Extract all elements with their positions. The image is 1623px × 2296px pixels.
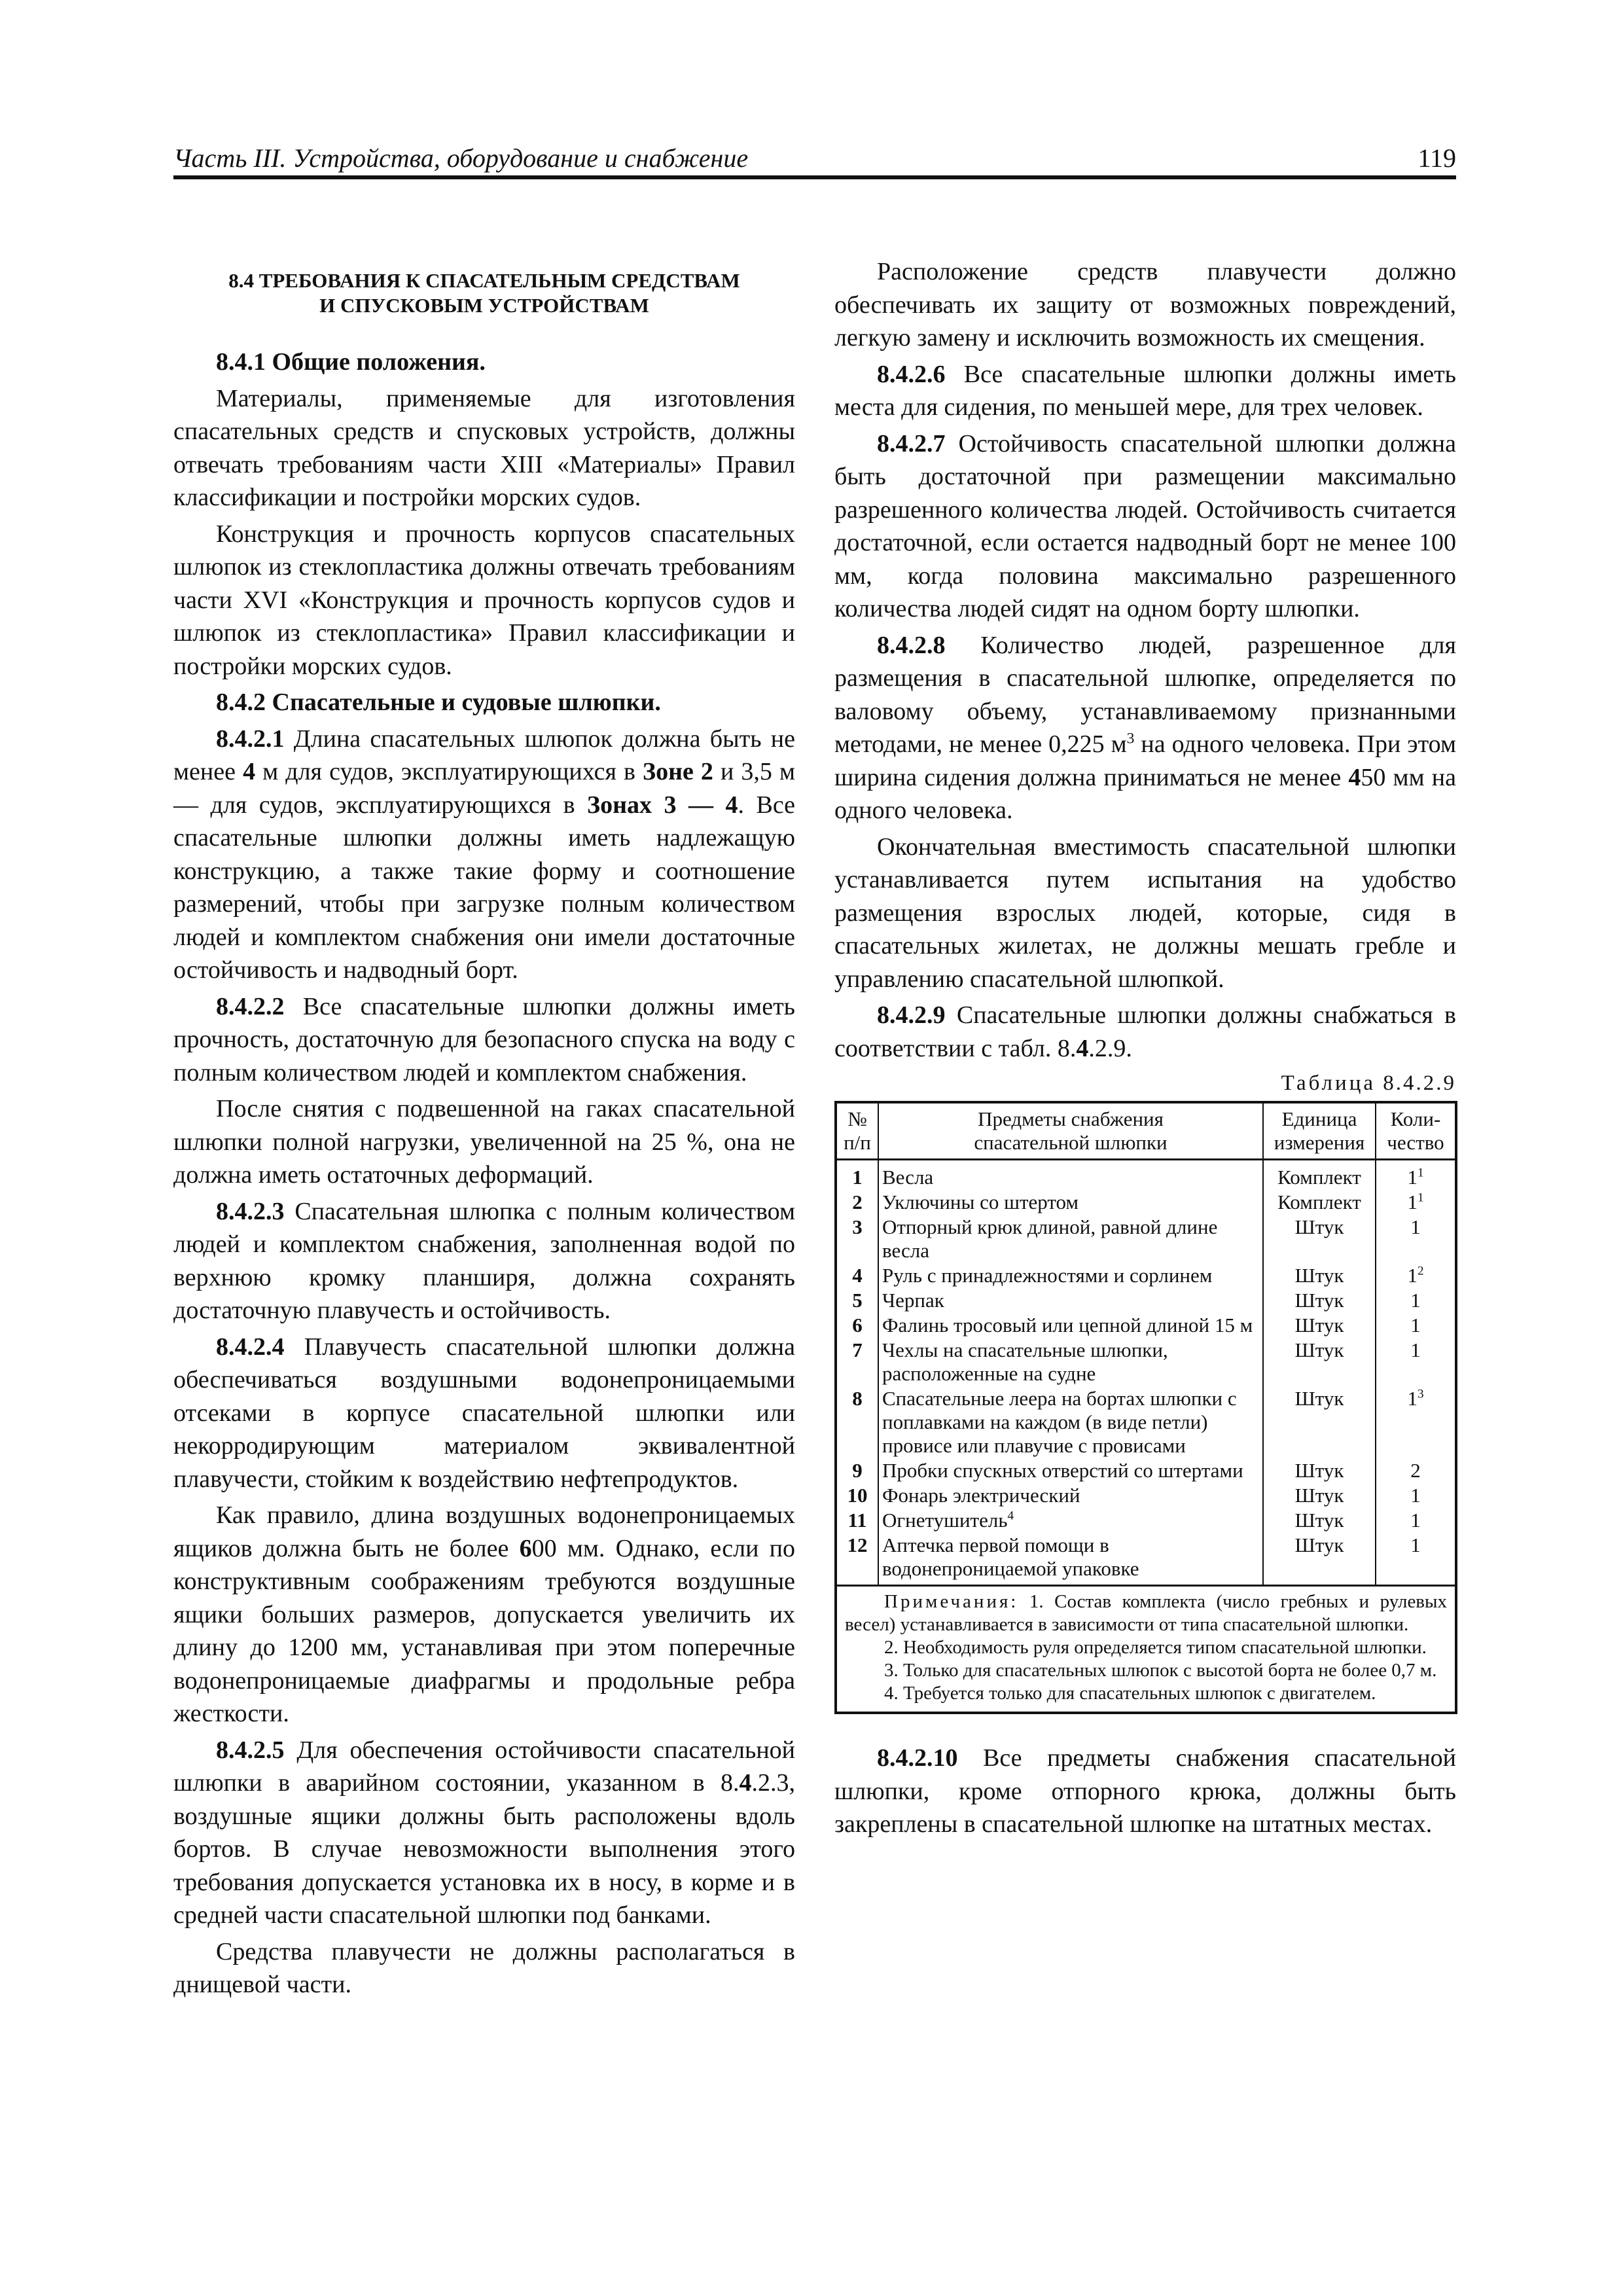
clause-text: м для судов, эксплуатирующихся в [255, 758, 643, 785]
table-row [836, 1338, 1456, 1386]
row-item: Пробки спускных отверстий со штертами [878, 1458, 1263, 1483]
header-rule [173, 175, 1456, 179]
para-8-4-2-6 [834, 358, 1456, 424]
equipment-table [834, 1101, 1457, 1714]
row-item [878, 1508, 1263, 1533]
row-number: 10 [836, 1483, 878, 1508]
qty-value: 1 [1410, 1534, 1421, 1556]
note-4: 4. Требуется только для спасательных шлюпок с двигателем. [884, 1683, 1376, 1704]
clause-number: 8.4.2.2 [216, 992, 285, 1020]
para-8-4-2-9 [834, 999, 1456, 1065]
row-number: 5 [836, 1288, 878, 1313]
row-qty [1376, 1190, 1456, 1215]
header-text: Коли- [1390, 1107, 1441, 1130]
clause-bold: Зоне 2 [643, 758, 713, 785]
clause-text: .2.9. [1088, 1034, 1132, 1062]
row-qty [1376, 1215, 1456, 1263]
row-qty [1376, 1508, 1456, 1533]
row-qty [1376, 1263, 1456, 1288]
qty-value: 1 [1410, 1484, 1421, 1507]
row-item: Аптечка первой помощи в водонепроницаемой упаковке [878, 1533, 1263, 1586]
footnote-mark: 1 [1417, 1191, 1424, 1205]
heading-8-4-1 [173, 346, 795, 379]
clause-number: 8.4.2.6 [877, 360, 946, 388]
page-number: 119 [1418, 143, 1456, 173]
para-8-4-2-3 [173, 1195, 795, 1327]
clause-text: на одного человека. При этом ширина сидения должна приниматься не менее [834, 730, 1456, 791]
row-number: 2 [836, 1190, 878, 1215]
clause-text: и 3,5 м — для судов, эксплуатирующихся в [173, 758, 796, 819]
para-buoyancy-placement: Расположение средств плавучести должно обеспечивать их защиту от возможных повреждений, легкую замену и исключить возможность их смещения. [834, 258, 1456, 351]
row-number: 7 [836, 1338, 878, 1386]
row-unit: Штук [1263, 1338, 1376, 1386]
clause-bold: 4 [1076, 1034, 1089, 1062]
table-row [836, 1313, 1456, 1338]
section-title-line2: И СПУСКОВЫМ УСТРОЙСТВАМ [319, 294, 649, 317]
table-row [836, 1190, 1456, 1215]
para-materials: Материалы, применяемые для изготовления спасательных средств и спусковых устройств, должны отвечать требованиям части XIII «Материалы» Правил классификации и постройки морских судов. [173, 384, 795, 511]
clause-bold: Зонах 3 — 4 [587, 791, 738, 819]
row-item: Весла [878, 1160, 1263, 1191]
note-text: 1. Состав комплекта (число гребных и рулевых весел) устанавливается в зависимости от типа спасательной шлюпки. [845, 1591, 1447, 1635]
row-number: 8 [836, 1386, 878, 1458]
table-row [836, 1215, 1456, 1263]
row-unit: Комплект [1263, 1160, 1376, 1191]
clause-text: Все спасательные шлюпки должны иметь места для сидения, по меньшей мере, для трех человек. [834, 360, 1456, 421]
table-header-row [836, 1102, 1456, 1160]
table-caption-number: 8.4.2.9 [1383, 1071, 1456, 1095]
table-row [836, 1386, 1456, 1458]
qty-value: 1 [1410, 1314, 1421, 1336]
heading-8-4-1-text: 8.4.1 Общие положения. [216, 348, 486, 376]
header-item [878, 1102, 1263, 1160]
table-row [836, 1508, 1456, 1533]
row-number: 12 [836, 1533, 878, 1586]
table-caption-word: Таблица [1281, 1071, 1376, 1095]
qty-value: 1 [1410, 1509, 1421, 1532]
row-item: Чехлы на спасательные шлюпки, расположенные на судне [878, 1338, 1263, 1386]
row-number: 3 [836, 1215, 878, 1263]
header-title: Часть III. Устройства, оборудование и снабжение [173, 143, 749, 173]
clause-number: 8.4.2.1 [216, 725, 285, 753]
row-qty [1376, 1160, 1456, 1191]
clause-text: Для обеспечения остойчивости спасательной шлюпки в аварийном состоянии, указанном в 8. [173, 1736, 795, 1797]
clause-bold: 4 [739, 1769, 752, 1797]
notes-label: Примечания: [884, 1591, 1019, 1612]
clause-number: 8.4.2.5 [216, 1736, 285, 1764]
footnote-mark: 3 [1417, 1387, 1424, 1401]
clause-text: Все предметы снабжения спасательной шлюпки, кроме отпорного крюка, должны быть закреплены в спасательной шлюпке на штатных местах. [834, 1744, 1456, 1838]
qty-value: 2 [1410, 1459, 1421, 1482]
para-8-4-2-7 [834, 427, 1456, 626]
row-item: Отпорный крюк длиной, равной длине весла [878, 1215, 1263, 1263]
row-number: 4 [836, 1263, 878, 1288]
qty-value: 1 [1410, 1215, 1421, 1238]
para-construction: Конструкция и прочность корпусов спасательных шлюпок из стеклопластика должны отвечать требованиям части XVI «Конструкция и прочность корпусов судов и шлюпок из стеклопластика» Правил классификации и постройки морских судов. [173, 520, 795, 680]
header-text: п/п [844, 1131, 871, 1154]
row-item: Фалинь тросовый или цепной длиной 15 м [878, 1313, 1263, 1338]
header-text: Единица [1281, 1107, 1357, 1130]
para-8-4-2-8 [834, 629, 1456, 827]
row-qty [1376, 1386, 1456, 1458]
right-column [834, 255, 1456, 1844]
table-caption [834, 1068, 1456, 1098]
running-header [173, 143, 1456, 182]
para-8-4-2-4 [173, 1331, 795, 1496]
header-qty [1376, 1102, 1456, 1160]
row-unit: Штук [1263, 1533, 1376, 1586]
table-row [836, 1483, 1456, 1508]
para-8-4-2-2 [173, 990, 795, 1090]
clause-text: Как правило, длина воздушных водонепроницаемых ящиков должна быть не более [173, 1501, 795, 1562]
para-8-4-2-10 [834, 1742, 1456, 1841]
footnote-mark: 2 [1417, 1264, 1424, 1278]
table-row [836, 1263, 1456, 1288]
clause-text: Количество людей, разрешенное для размещения в спасательной шлюпке, определяется по валовому объему, устанавливаемому признанными методами, не менее 0,225 м [834, 631, 1456, 758]
clause-number: 8.4.2.7 [877, 429, 946, 457]
row-item: Черпак [878, 1288, 1263, 1313]
left-column [173, 255, 795, 2005]
row-unit: Штук [1263, 1508, 1376, 1533]
clause-bold: 4 [243, 758, 256, 785]
header-num [836, 1102, 878, 1160]
superscript: 3 [1126, 730, 1135, 747]
clause-text: Остойчивость спасательной шлюпки должна быть достаточной при размещении максимально разрешенного количества людей. Остойчивость считается достаточной, если остается надводный борт не менее 100 мм, когда половина максимально разрешенного количества людей сидят на одном борту шлюпки. [834, 429, 1456, 622]
header-unit [1263, 1102, 1376, 1160]
clause-text: .2.3, воздушные ящики должны быть расположены вдоль бортов. В случае невозможности выполнения этого требования допускается установка их в носу, в корме и в средней части спасательной шлюпки под банками. [173, 1769, 795, 1929]
footnote-mark: 4 [1007, 1509, 1014, 1523]
row-qty [1376, 1533, 1456, 1586]
row-item: Спасательные леера на бортах шлюпки с поплавками на каждом (в виде петли) провисе или плавучие с провисами [878, 1386, 1263, 1458]
clause-text: Длина спасательных шлюпок должна быть не менее [173, 725, 795, 785]
section-title [173, 268, 795, 318]
row-item-text: Огнетушитель [882, 1509, 1008, 1532]
clause-number: 8.4.2.10 [877, 1744, 958, 1772]
clause-text: Спасательная шлюпка с полным количеством людей и комплектом снабжения, заполненная водой по верхнюю кромку планширя, должна сохранять достаточную плавучесть и остойчивость. [173, 1197, 795, 1324]
para-bottom-part: Средства плавучести не должны располагаться в днищевой части. [173, 1937, 795, 1998]
row-unit: Штук [1263, 1483, 1376, 1508]
clause-text: 50 мм на одного человека. [834, 763, 1457, 824]
qty-value: 1 [1407, 1191, 1418, 1213]
clause-number: 8.4.2.4 [216, 1333, 285, 1361]
qty-value: 1 [1407, 1387, 1418, 1410]
row-qty [1376, 1338, 1456, 1386]
clause-text: . Все спасательные шлюпки должны иметь надлежащую конструкцию, а также такие форму и соотношение размерений, чтобы при загрузке полным количеством людей и комплектом снабжения они имели достаточные остойчивость и надводный борт. [173, 791, 796, 984]
header-text: измерения [1274, 1131, 1365, 1154]
clause-number: 8.4.2.9 [877, 1001, 946, 1029]
header-text: № [847, 1107, 867, 1130]
clause-text: 00 мм. Однако, если по конструктивным соображениям требуются воздушные ящики больших размеров, допускается увеличить их длину до 1200 мм, устанавливая при этом поперечные водонепроницаемые диафрагмы и продольные ребра жесткости. [173, 1534, 795, 1727]
table-notes-row [836, 1586, 1456, 1713]
qty-value: 1 [1410, 1289, 1421, 1312]
header-text: Предметы снабжения [978, 1107, 1164, 1130]
note-3: 3. Только для спасательных шлюпок с высотой борта не более 0,7 м. [884, 1660, 1437, 1681]
clause-number: 8.4.2.8 [877, 631, 946, 659]
row-qty [1376, 1458, 1456, 1483]
table-row [836, 1160, 1456, 1191]
row-number: 6 [836, 1313, 878, 1338]
clause-text: Спасательные шлюпки должны снабжаться в соответствии с табл. 8. [834, 1001, 1456, 1062]
row-item: Руль с принадлежностями и сорлинем [878, 1263, 1263, 1288]
row-number: 1 [836, 1160, 878, 1191]
row-unit: Штук [1263, 1215, 1376, 1263]
footnote-mark: 1 [1417, 1166, 1424, 1180]
row-unit: Комплект [1263, 1190, 1376, 1215]
para-8-4-2-5 [173, 1734, 795, 1932]
row-qty [1376, 1483, 1456, 1508]
row-unit: Штук [1263, 1313, 1376, 1338]
row-number: 9 [836, 1458, 878, 1483]
para-air-boxes [173, 1499, 795, 1731]
clause-text: Плавучесть спасательной шлюпки должна обеспечиваться воздушными водонепроницаемыми отсеками в корпусе спасательной шлюпки или некорродирующим материалом эквивалентной плавучести, стойким к воздействию нефтепродуктов. [173, 1333, 795, 1493]
qty-value: 1 [1407, 1264, 1418, 1287]
table-row [836, 1458, 1456, 1483]
para-capacity: Окончательная вместимость спасательной шлюпки устанавливается путем испытания на удобство размещения взрослых людей, которые, сидя в спасательных жилетах, не должны мешать гребле и управлению спасательной шлюпкой. [834, 833, 1456, 993]
row-unit: Штук [1263, 1288, 1376, 1313]
clause-text: Все спасательные шлюпки должны иметь прочность, достаточную для безопасного спуска на воду с полным количеством людей и комплектом снабжения. [173, 992, 795, 1086]
row-qty [1376, 1313, 1456, 1338]
para-8-4-2-1 [173, 723, 795, 987]
heading-8-4-2-text: 8.4.2 Спасательные и судовые шлюпки. [216, 689, 661, 716]
row-unit: Штук [1263, 1386, 1376, 1458]
row-unit: Штук [1263, 1458, 1376, 1483]
clause-number: 8.4.2.3 [216, 1197, 285, 1225]
section-title-line1: 8.4 ТРЕБОВАНИЯ К СПАСАТЕЛЬНЫМ СРЕДСТВАМ [228, 269, 740, 292]
para-load-removal: После снятия с подвешенной на гаках спасательной шлюпки полной нагрузки, увеличенной на 25 %, она не должна иметь остаточных деформаций. [173, 1095, 795, 1189]
row-qty [1376, 1288, 1456, 1313]
row-number: 11 [836, 1508, 878, 1533]
row-unit: Штук [1263, 1263, 1376, 1288]
clause-bold: 4 [1348, 763, 1361, 791]
clause-bold: 6 [519, 1534, 532, 1562]
header-text: чество [1387, 1131, 1444, 1154]
table-notes [836, 1586, 1456, 1713]
table-row [836, 1288, 1456, 1313]
qty-value: 1 [1410, 1338, 1421, 1361]
qty-value: 1 [1407, 1166, 1418, 1189]
header-text: спасательной шлюпки [974, 1131, 1168, 1154]
note-2: 2. Необходимость руля определяется типом спасательной шлюпки. [884, 1637, 1427, 1658]
note-1 [845, 1590, 1447, 1636]
table-row [836, 1533, 1456, 1586]
heading-8-4-2 [173, 686, 795, 719]
row-item: Уключины со штертом [878, 1190, 1263, 1215]
row-item: Фонарь электрический [878, 1483, 1263, 1508]
